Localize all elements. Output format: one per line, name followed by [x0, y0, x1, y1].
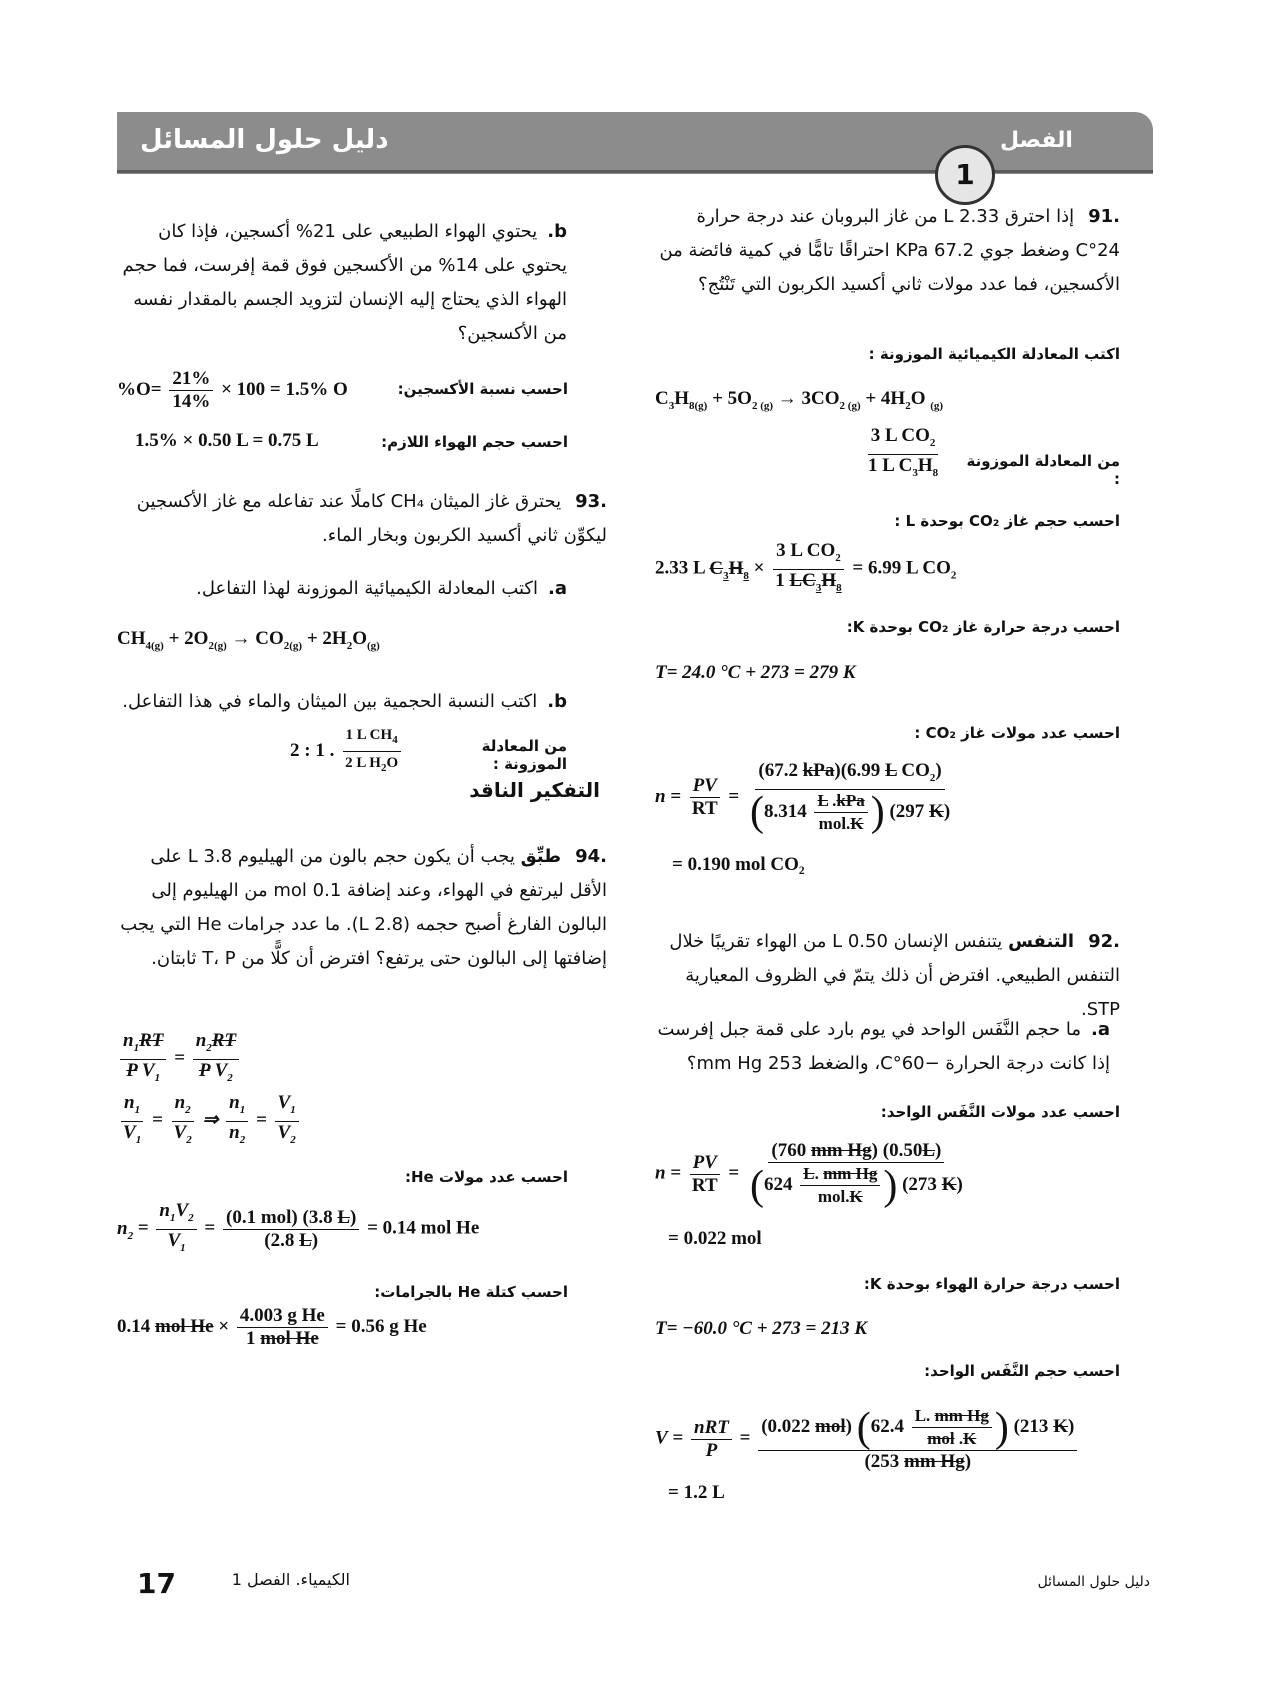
q93a-label: a.	[548, 578, 567, 599]
section-critical-thinking: التفكير الناقد	[469, 778, 600, 802]
q91-step-volume: احسب حجم غاز CO₂ بوحدة L :	[894, 512, 1120, 530]
q94-text	[117, 840, 607, 976]
q92b-body: يحتوي الهواء الطبيعي على 21% أكسجين، فإذا كان يحتوي على 14% من الأكسجين فوق قمة إفرست، فما حجم الهواء الذي يحتاج إليه الإنسان لتزويد الجسم بالمقدار نفسه من الأكسجين؟	[122, 221, 567, 344]
q93b-body: اكتب النسبة الحجمية بين الميثان والماء في هذا التفاعل.	[122, 691, 538, 712]
q92-step-volume: احسب حجم النَّفَس الواحد:	[924, 1362, 1120, 1380]
header-divider	[117, 170, 1153, 173]
q91-combustion-equation: $C_3H_{8(g)} + 5O_{2 (g)} \to 3CO_{2 (g)} + 4H_2O$ $_{(g)}$	[655, 388, 944, 412]
q91-mole-ratio: $\frac{3 L CO_2}{1 L C_3H_8}$	[868, 425, 939, 479]
q92-temperature-equation: T= −60.0 °C + 273 = 213 K	[655, 1318, 868, 1339]
q92a-body: ما حجم النَّفَس الواحد في يوم بارد على قمة جبل إفرست إذا كانت درجة الحرارة −60°C، والضغط 253 mm Hg؟	[657, 1019, 1110, 1074]
q94-step-mass: احسب كتلة He بالجرامات:	[374, 1283, 568, 1301]
q94-mass-equation: 0.14 mol He × $\frac{\text{4.003 g He}}{\text{1 mol He}}$ = 0.56 g He	[117, 1305, 427, 1349]
q93b-step-ratio: من المعادلة الموزونة :	[481, 737, 567, 773]
q93b-text	[117, 685, 567, 719]
q91-step-balanced: اكتب المعادلة الكيميائية الموزونة :	[868, 345, 1120, 363]
q94-proportion-equation-2: $\frac{n_1}{V_1}$ = $\frac{n_2}{V_2}$ ⇒ $\frac{n_1}{n_2}$ = $\frac{V_1}{V_2}$	[117, 1092, 302, 1151]
q91-step-temperature: احسب درجة حرارة غاز CO₂ بوحدة K:	[846, 618, 1120, 636]
q92-step-temperature: احسب درجة حرارة الهواء بوحدة K:	[863, 1275, 1120, 1293]
header-chapter-label: الفصل	[1000, 128, 1073, 153]
q92-moles-result: = 0.022 mol	[668, 1228, 762, 1249]
q91-step-moles: احسب عدد مولات غاز CO₂ :	[914, 724, 1120, 742]
q93a-body: اكتب المعادلة الكيميائية الموزونة لهذا التفاعل.	[196, 578, 538, 599]
q91-number: .91	[1088, 206, 1120, 227]
q91-text	[655, 200, 1120, 302]
q91-step-ratio: من المعادلة الموزونة :	[966, 452, 1120, 488]
q92b-air-equation: 1.5% × 0.50 L = 0.75 L	[135, 430, 319, 451]
q91-ideal-gas-equation: n = $\frac{PV}{RT}$ = (67.2 kPa)(6.99 L $CO_2$) (8.314 $\frac{\text{L .kPa}}{\text{mol.K}}$ ) (297 K)	[655, 760, 951, 836]
q92-label: التنفس	[1008, 931, 1075, 952]
footer-guide-title: دليل حلول المسائل	[1037, 1574, 1150, 1590]
q93-body: يحترق غاز الميثان CH₄ كاملًا عند تفاعله مع غاز الأكسجين ليكوِّن ثاني أكسيد الكربون وبخار الماء.	[136, 491, 607, 546]
q91-result: = 0.190 mol CO₂	[672, 854, 805, 875]
q94-body: يجب أن يكون حجم بالون من الهيليوم 3.8 L على الأقل ليرتفع في الهواء، وعند إضافة 0.1 mol من الهيليوم إلى البالون الفارغ أصبح حجمه (2.8 L). ما عدد جرامات He التي يجب إضافتها إلى البالون حتى يرتفع؟ افترض أن كلًّا من T، P ثابتان.	[120, 846, 607, 969]
q92b-oxygen-equation: %O= $\frac{21\%}{14\%}$ × 100 = 1.5% O	[117, 368, 348, 412]
q94-moles-equation: $n_2$ = $\frac{n_1V_2}{V_1}$ = $\frac{\text{(0.1 mol) (3.8 L)}}{(2.8 L)}$ = 0.14 mol He	[117, 1200, 480, 1254]
q91-volume-equation: 2.33 L $C_3H_8$ × $\frac{3 L CO_2}{1 LC_3H_8}$ = 6.99 L $CO_2$	[655, 540, 957, 594]
q94-proportion-equation-1: $\frac{n_1RT}{P V_1}$ = $\frac{n_2RT}{P V_2}$	[117, 1030, 242, 1089]
q93b-ratio-value: 2 : 1 .	[290, 739, 335, 761]
q93a-text	[117, 572, 567, 606]
q93b-label: b.	[547, 691, 567, 712]
q92-number: .92	[1088, 931, 1120, 952]
q92-volume-result: = 1.2 L	[668, 1482, 725, 1503]
q94-step-moles: احسب عدد مولات He:	[404, 1168, 568, 1186]
q93b-volume-ratio: 2 : 1 . $\frac{1 L CH_4}{2 L H_2O}$	[290, 724, 404, 779]
q93-number: .93	[575, 491, 607, 512]
page-number: 17	[137, 1567, 176, 1600]
footer-book-title: الكيمياء. الفصل 1	[231, 1570, 350, 1589]
q92b-step-oxygen: احسب نسبة الأكسجين:	[397, 380, 568, 398]
q92-body: يتنفس الإنسان 0.50 L من الهواء تقريبًا خلال التنفس الطبيعي. افترض أن ذلك يتمّ في الظروف المعيارية STP.	[669, 931, 1120, 1020]
q92b-label: b.	[547, 221, 567, 242]
chapter-number-badge: 1	[935, 145, 995, 205]
q92-volume-equation: V = $\frac{\text{nRT}}{P}$ = (0.022 mol) (62.4 $\frac{\text{L. mm Hg}}{\text{mol .K}}$ ) (213 K) (253 mm Hg)	[655, 1405, 1080, 1473]
q92b-text	[117, 215, 567, 351]
q92-text	[655, 925, 1120, 1027]
header-title: دليل حلول المسائل	[140, 125, 389, 155]
q93-text	[117, 485, 607, 553]
q92b-step-air: احسب حجم الهواء اللازم:	[381, 433, 568, 451]
q94-label: طبِّق	[520, 846, 562, 867]
q94-number: .94	[575, 846, 607, 867]
q91-temperature-equation: T= 24.0 °C + 273 = 279 K	[655, 662, 856, 683]
q92-step-moles: احسب عدد مولات النَّفَس الواحد:	[880, 1103, 1120, 1121]
q93-methane-equation: $CH_{4(g)} + 2O_{2(g)} \to CO_{2(g)} + 2H_2O_{(g)}$	[117, 628, 380, 652]
q92a-label: a.	[1091, 1019, 1110, 1040]
q91-body: إذا احترق 2.33 L من غاز البروبان عند درجة حرارة 24°C وضغط جوي 67.2 KPa احتراقًا تامًّا في كمية فائضة من الأكسجين، فما عدد مولات ثاني أكسيد الكربون التي تَنْتُج؟	[659, 206, 1120, 295]
q92-ideal-gas-equation: n = $\frac{PV}{RT}$ = (760 mm Hg) (0.50L) (624 $\frac{\text{L. mm Hg}}{\text{mol.K}}$ ) (273 K)	[655, 1140, 963, 1209]
q92a-text	[655, 1013, 1110, 1081]
